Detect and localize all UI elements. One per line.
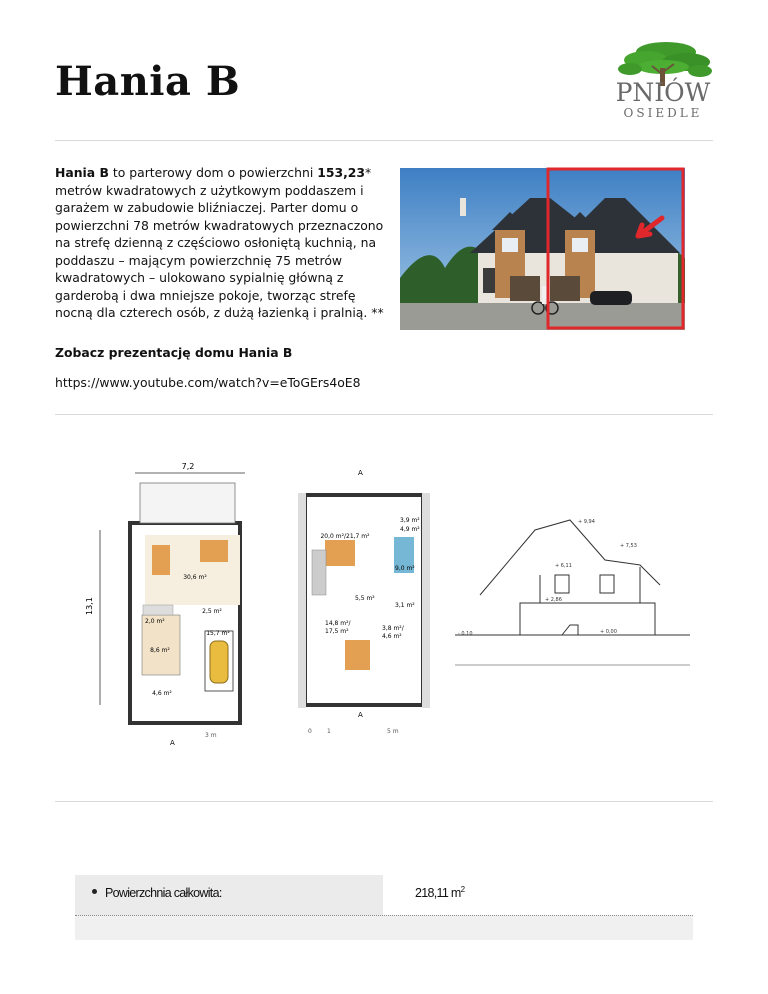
total-area-value xyxy=(415,886,464,900)
room-label: 4,6 m² xyxy=(152,690,172,697)
level-label: + 0,00 xyxy=(600,629,617,635)
page-title: Hania B xyxy=(55,58,241,105)
spec-value-cell xyxy=(383,875,693,915)
level-label: - 0,10 xyxy=(458,631,473,637)
house-area: 153,23 xyxy=(317,165,366,180)
specs-table xyxy=(75,875,693,940)
width-dim: 7,2 xyxy=(181,462,195,471)
youtube-link[interactable]: https://www.youtube.com/watch?v=eToGErs4oE8 xyxy=(55,375,361,390)
scale-label: 3 m xyxy=(205,732,217,739)
divider xyxy=(55,140,713,141)
intro-text-2: * metrów kwadratowych z użytkowym poddaszem i garażem w zabudowie bliźniaczej. Parter domu o powierzchni 78 metrów kwadratowych przeznaczono na strefę dzienną z częściowo osłoniętą kuchnią, na poddaszu – mającym powierzchnię 75 metrów kwadratowych – ulokowano sypialnię główną z garderobą i dwa mniejsze pokoje, tworząc strefę nocną dla czterech osób, z dużą łazienką i pralnią. ** xyxy=(55,165,384,320)
logo-subtext: OSIEDLE xyxy=(623,106,703,120)
divider xyxy=(55,801,713,802)
section-drawing xyxy=(455,520,690,665)
house-name: Hania B xyxy=(55,165,109,180)
intro-text-1: to parterowy dom o powierzchni xyxy=(108,165,318,180)
total-area-number: 218,11 m xyxy=(415,886,461,900)
ground-floor-plan xyxy=(85,462,245,747)
pniow-logo xyxy=(608,40,718,122)
scale-label: 0 xyxy=(308,728,312,735)
floor-plans xyxy=(85,455,700,755)
room-label: 20,0 m²/21,7 m² xyxy=(320,533,370,540)
level-label: + 6,11 xyxy=(555,563,572,569)
length-dim: 13,1 xyxy=(85,597,94,615)
scale-label: 1 xyxy=(327,728,331,735)
room-label: 2,5 m² xyxy=(202,608,222,615)
total-area-label: Powierzchnia całkowita: xyxy=(105,886,222,900)
room-label: 5,5 m² xyxy=(355,595,375,602)
scale-label: 5 m xyxy=(387,728,399,735)
room-label: 8,6 m² xyxy=(150,647,170,654)
logo-text: PNIÓW xyxy=(615,78,711,107)
level-label: + 9,94 xyxy=(578,519,595,525)
room-label: 15,7 m² xyxy=(206,630,230,637)
area-unit-superscript: 2 xyxy=(460,884,465,894)
room-label: 30,6 m² xyxy=(183,574,207,581)
room-label: 9,0 m² xyxy=(395,565,415,572)
room-label: 3,9 m² xyxy=(400,517,420,524)
room-label: 2,0 m² xyxy=(145,618,165,625)
divider xyxy=(55,414,713,415)
section-mark: A xyxy=(358,711,363,719)
bullet-icon xyxy=(92,889,97,894)
presentation-heading: Zobacz prezentację domu Hania B xyxy=(55,345,293,360)
spec-label-cell xyxy=(75,875,383,915)
level-label: + 7,53 xyxy=(620,543,637,549)
room-label: 17,5 m² xyxy=(325,628,349,635)
section-mark: A xyxy=(170,739,175,747)
intro-paragraph xyxy=(55,164,385,322)
upper-floor-plan xyxy=(298,469,430,735)
level-label: + 2,86 xyxy=(545,597,562,603)
dotted-separator xyxy=(75,915,693,916)
room-label: 3,1 m² xyxy=(395,602,415,609)
room-label: 4,9 m² xyxy=(400,526,420,533)
house-photo xyxy=(400,168,685,330)
section-mark: A xyxy=(358,469,363,477)
room-label: 14,8 m²/ xyxy=(325,620,351,627)
room-label: 3,8 m²/ xyxy=(382,625,404,632)
room-label: 4,6 m² xyxy=(382,633,402,640)
